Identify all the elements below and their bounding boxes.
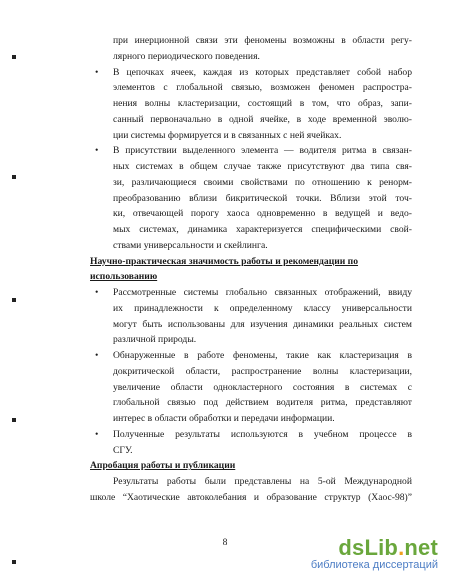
text-line: различной природы. (113, 334, 197, 346)
text-line: при инерционной связи эти феномены возможны в области регу- (113, 35, 412, 46)
text-line: преобразованию вблизи бикритической точки. Вблизи этой точ- (113, 192, 412, 204)
watermark-logo (311, 535, 438, 561)
bullet-item: • Полученные результаты используются в учебном процессе в (90, 427, 412, 443)
text-line: глобальной связью под действием водителя ритма, представляют (113, 397, 412, 409)
bullet-item: • В цепочках ячеек, каждая из которых представляет собой набор (90, 65, 412, 81)
watermark (311, 535, 438, 571)
text-line: санный первоначально в одной ячейке, в ходе временной эволю- (113, 113, 412, 125)
text-line: ции системы формируется и в связанных с ней ячейках. (113, 129, 342, 141)
watermark-logo-dot: . (398, 535, 405, 560)
text-line: элементов с глобальной связью, возможен феномен распростра- (113, 82, 412, 94)
body-text (90, 33, 412, 506)
bullet-item: • Обнаруженные в работе феномены, такие как кластеризация в (90, 348, 412, 364)
watermark-logo-main: dsLib (338, 535, 399, 560)
text-line: ных системах в общем случае также присутствуют два типа свя- (113, 161, 412, 172)
text-line: зи, различающиеся своими свойствами по отношению к ренорм- (113, 176, 412, 188)
text-line: мых системах, динамика характеризуется специфическими свой- (113, 224, 412, 235)
text-line: Результаты работы были представлены на 5-ой Международной (113, 476, 412, 487)
watermark-subtitle: библиотека диссертаций (310, 559, 438, 571)
text-line: докритической области, распространение волны кластеризации, (113, 365, 412, 377)
bullet-item: • Рассмотренные системы глобально связанных отображений, ввиду (90, 285, 412, 301)
text-line: школе “Хаотические автоколебания и образование структур (Хаос-98)” (90, 491, 412, 503)
margin-mark (12, 175, 16, 179)
margin-mark (12, 560, 16, 564)
text-line: увеличение области однокластерного состояния в системах с (113, 381, 412, 393)
text-line: лярного периодического поведения. (113, 50, 260, 62)
text-line: СГУ. (113, 444, 133, 456)
watermark-logo-tld: net (404, 535, 438, 560)
section-heading: использованию (90, 271, 158, 283)
text-line: ки, отвечающей порогу хаоса одновременно в ведущей и ведо- (113, 208, 412, 220)
margin-mark (12, 55, 16, 59)
text-line: могут быть использованы для изучения динамики реальных систем (113, 318, 412, 330)
text-line: нения волны кластеризации, состоящий в том, что образ, запи- (113, 98, 412, 109)
text-line: ствами универсальности и скейлинга. (113, 239, 268, 251)
margin-mark (12, 418, 16, 422)
margin-mark (12, 298, 16, 302)
text-line: их принадлежности к определенному классу универсальности (113, 302, 412, 314)
page-number: 8 (222, 537, 228, 548)
section-heading: Научно-практическая значимость работы и рекомендации по (90, 255, 359, 267)
text-line: интерес в области обработки и передачи информации. (113, 413, 335, 424)
bullet-item: • В присутствии выделенного элемента — водителя ритма в связан- (90, 143, 412, 159)
section-heading: Апробация работы и публикации (90, 460, 236, 472)
